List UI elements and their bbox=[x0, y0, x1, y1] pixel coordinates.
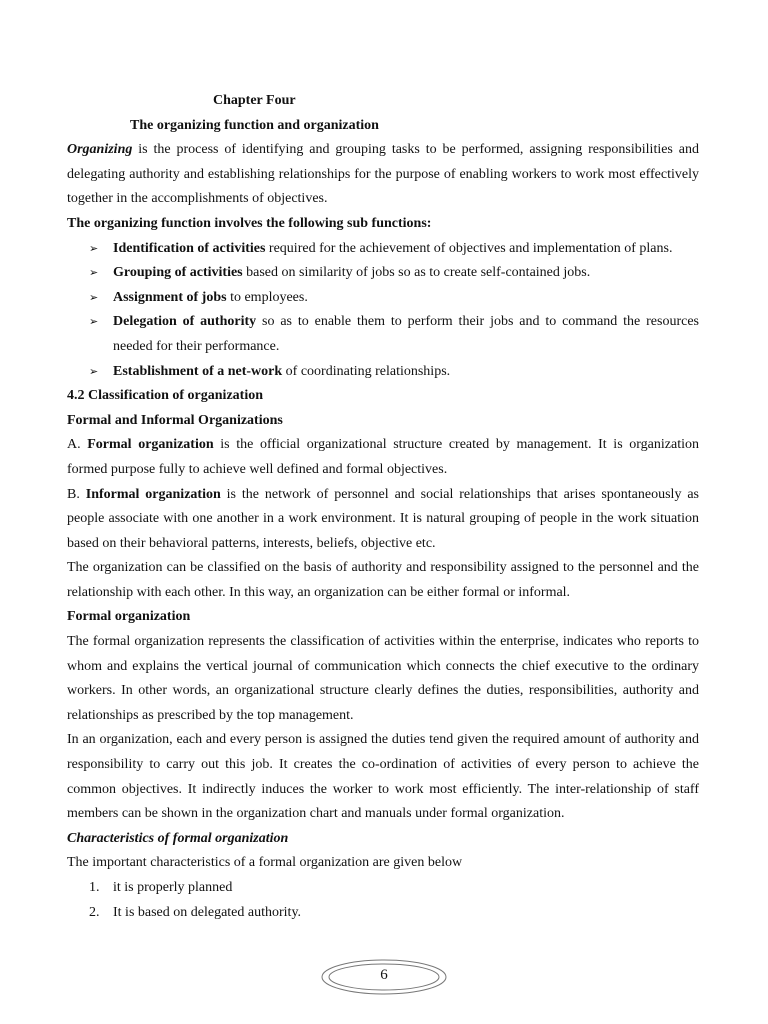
intro-term: Organizing bbox=[67, 142, 133, 158]
list-item bbox=[67, 310, 699, 359]
list-item-text: so as to enable them to perform their jobs and to command the resources needed for their performance. bbox=[113, 314, 699, 354]
chapter-label: Chapter Four bbox=[213, 93, 296, 108]
list-item bbox=[67, 261, 699, 286]
list-item-bold: Grouping of activities bbox=[113, 265, 243, 281]
classification-heading: 4.2 Classification of organization bbox=[67, 388, 263, 404]
arrow-bullet-icon: ➢ bbox=[89, 364, 99, 378]
document-page bbox=[67, 89, 699, 925]
intro-text: is the process of identifying and grouping tasks to be performed, assigning responsibilities and delegating authority and establishing relationships for the purpose of enabling workers to work most effectively together in the accomplishments of objectives. bbox=[67, 142, 699, 207]
formal-heading: Formal organization bbox=[67, 609, 191, 625]
formal-definition-prefix: A. bbox=[67, 437, 88, 453]
list-item-number: 1. bbox=[89, 880, 100, 895]
list-item-text: It is based on delegated authority. bbox=[113, 904, 302, 920]
arrow-bullet-icon: ➢ bbox=[89, 315, 99, 329]
classification-summary: The organization can be classified on the basis of authority and responsibility assigned to the personnel and the relationship with each other. In this way, an organization can be either formal or informal. bbox=[67, 560, 699, 600]
list-item-text: to employees. bbox=[226, 289, 308, 305]
formal-paragraph-2: In an organization, each and every person is assigned the duties tend given the required amount of authority and responsibility to carry out this job. It creates the co-ordination of activities of every person to achieve the common objectives. It indirectly induces the worker to work most efficiently. The inter-relationship of staff members can be shown in the organization chart and manuals under formal organization. bbox=[67, 732, 699, 822]
list-item-bold: Establishment of a net-work bbox=[113, 363, 283, 379]
intro-paragraph bbox=[67, 138, 699, 212]
formal-definition-text: is the official organizational structure created by management. It is organization formed purpose fully to achieve well defined and formal objectives. bbox=[67, 437, 699, 477]
informal-definition-paragraph bbox=[67, 483, 699, 557]
informal-definition-term: Informal organization bbox=[85, 486, 221, 502]
informal-definition-text: is the network of personnel and social relationships that arises spontaneously as people associate with one another in a work environment. It is natural grouping of people in the work situation based on their behavioral patterns, interests, beliefs, objective etc. bbox=[67, 486, 700, 551]
list-item-text: of coordinating relationships. bbox=[282, 363, 451, 379]
list-item-text: it is properly planned bbox=[113, 880, 233, 895]
list-item-bold: Delegation of authority bbox=[113, 314, 257, 330]
list-item-bold: Identification of activities bbox=[113, 240, 266, 256]
characteristics-intro: The important characteristics of a formal organization are given below bbox=[67, 855, 463, 871]
list-item-text: based on similarity of jobs so as to create self-contained jobs. bbox=[242, 265, 591, 281]
characteristics-list bbox=[67, 876, 699, 925]
informal-definition-prefix: B. bbox=[67, 486, 86, 502]
classification-subheading: Formal and Informal Organizations bbox=[67, 412, 283, 428]
list-item bbox=[67, 286, 699, 311]
list-item-number: 2. bbox=[89, 904, 100, 920]
list-item bbox=[67, 237, 699, 262]
characteristics-heading: Characteristics of formal organization bbox=[67, 830, 289, 846]
subfunctions-list bbox=[67, 237, 699, 385]
list-item bbox=[67, 901, 699, 926]
formal-paragraph-1: The formal organization represents the classification of activities within the enterprise, indicates who reports to whom and explains the vertical journal of communication which connects the chief executive to the ordinary workers. In other words, an organizational structure clearly defines the duties, responsibilities, authority and relationships as prescribed by the top management. bbox=[67, 634, 699, 723]
list-item-bold: Assignment of jobs bbox=[113, 289, 227, 305]
arrow-bullet-icon: ➢ bbox=[89, 290, 99, 304]
page-number-badge bbox=[320, 958, 448, 996]
list-item bbox=[67, 876, 699, 901]
arrow-bullet-icon: ➢ bbox=[89, 241, 99, 255]
chapter-title: The organizing function and organization bbox=[130, 117, 379, 133]
arrow-bullet-icon: ➢ bbox=[89, 266, 99, 280]
formal-definition-paragraph bbox=[67, 433, 699, 482]
list-item-text: required for the achievement of objectives and implementation of plans. bbox=[265, 240, 673, 256]
formal-definition-term: Formal organization bbox=[87, 437, 214, 453]
page-number: 6 bbox=[380, 967, 388, 983]
list-item bbox=[67, 360, 699, 385]
subfunctions-heading: The organizing function involves the following sub functions: bbox=[67, 215, 432, 231]
